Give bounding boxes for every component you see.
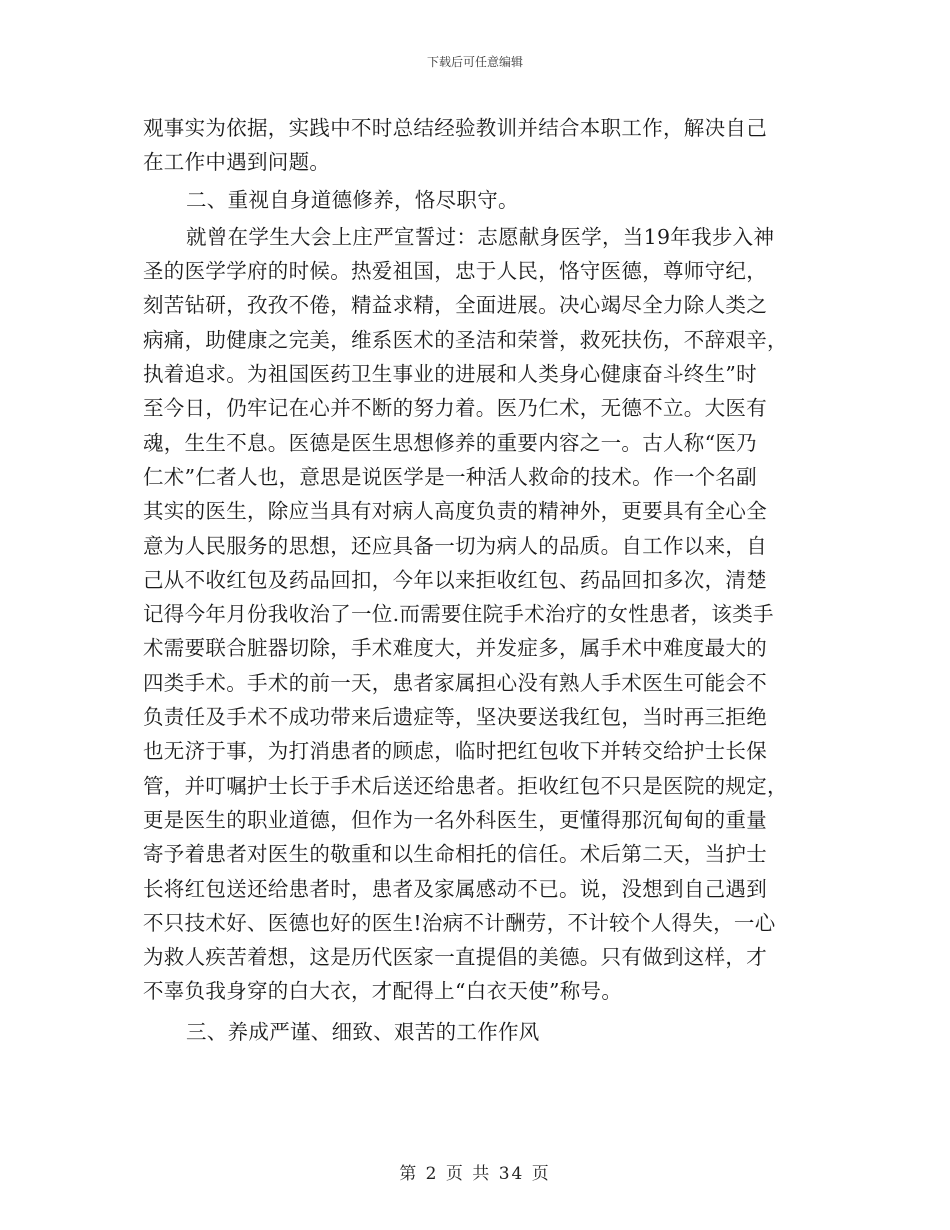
text-line: 不只技术好、医德也好的医生!治病不计酬劳，不计较个人得失，一心 (143, 910, 776, 935)
text-line: 刻苦钻研，孜孜不倦，精益求精，全面进展。决心竭尽全力除人类之 (143, 293, 767, 318)
text-line: 管，并叮嘱护士长于手术后送还给患者。拒收红包不只是医院的规定， (143, 773, 788, 798)
section-heading: 三、养成严谨、细致、艰苦的工作作风 (186, 1019, 540, 1044)
text-line: 观事实为依据，实践中不时总结经验教训并结合本职工作，解决自己 (143, 116, 767, 140)
text-line: 圣的医学学府的时候。热爱祖国，忠于人民，恪守医德，尊师守纪， (143, 259, 767, 284)
section-heading: 二、重视自身道德修养，恪尽职守。 (186, 187, 519, 212)
text-line: 记得今年月份我收治了一位.而需要住院手术治疗的女性患者，该类手 (143, 602, 774, 627)
text-line: 四类手术。手术的前一天，患者家属担心没有熟人手术医生可能会不 (143, 670, 767, 695)
text-line: 更是医生的职业道德，但作为一名外科医生，更懂得那沉甸甸的重量 (143, 807, 767, 832)
text-line: 其实的医生，除应当具有对病人高度负责的精神外，更要具有全心全 (143, 499, 767, 524)
text-line: 魂，生生不息。医德是医生思想修养的重要内容之一。古人称“医乃 (143, 430, 757, 455)
text-line: 在工作中遇到问题。 (143, 150, 331, 175)
paragraph-first-line: 就曾在学生大会上庄严宣誓过：志愿献身医学，当19年我步入神 (186, 224, 775, 249)
page-number: 第 2 页 共 34 页 (399, 1164, 551, 1184)
body-text (143, 111, 808, 1049)
text-line: 意为人民服务的思想，还应具备一切为病人的品质。自工作以来，自 (143, 533, 767, 558)
text-line: 不辜负我身穿的白大衣，才配得上“白衣天使”称号。 (143, 979, 623, 1004)
text-line: 为救人疾苦着想，这是历代医家一直提倡的美德。只有做到这样，才 (143, 945, 767, 970)
text-line: 术需要联合脏器切除，手术难度大，并发症多，属手术中难度最大的 (143, 636, 767, 661)
text-line: 病痛，助健康之完美，维系医术的圣洁和荣誉，救死扶伤，不辞艰辛， (143, 327, 788, 352)
text-line: 执着追求。为祖国医药卫生事业的进展和人类身心健康奋斗终生”时 (143, 362, 757, 387)
text-line: 负责任及手术不成功带来后遗症等，坚决要送我红包，当时再三拒绝 (143, 705, 767, 730)
header-note: 下载后可任意编辑 (426, 55, 523, 69)
text-line: 仁术”仁者人也，意思是说医学是一种活人救命的技术。作一个名副 (143, 464, 757, 489)
text-line: 己从不收红包及药品回扣，今年以来拒收红包、药品回扣多次，清楚 (143, 567, 767, 592)
text-line: 也无济于事，为打消患者的顾虑，临时把红包收下并转交给护士长保 (143, 739, 767, 764)
text-line: 寄予着患者对医生的敬重和以生命相托的信任。术后第二天，当护士 (143, 842, 767, 867)
text-line: 至今日，仍牢记在心并不断的努力着。医乃仁术，无德不立。大医有 (143, 396, 767, 421)
text-line: 长将红包送还给患者时，患者及家属感动不已。说，没想到自己遇到 (143, 876, 767, 901)
